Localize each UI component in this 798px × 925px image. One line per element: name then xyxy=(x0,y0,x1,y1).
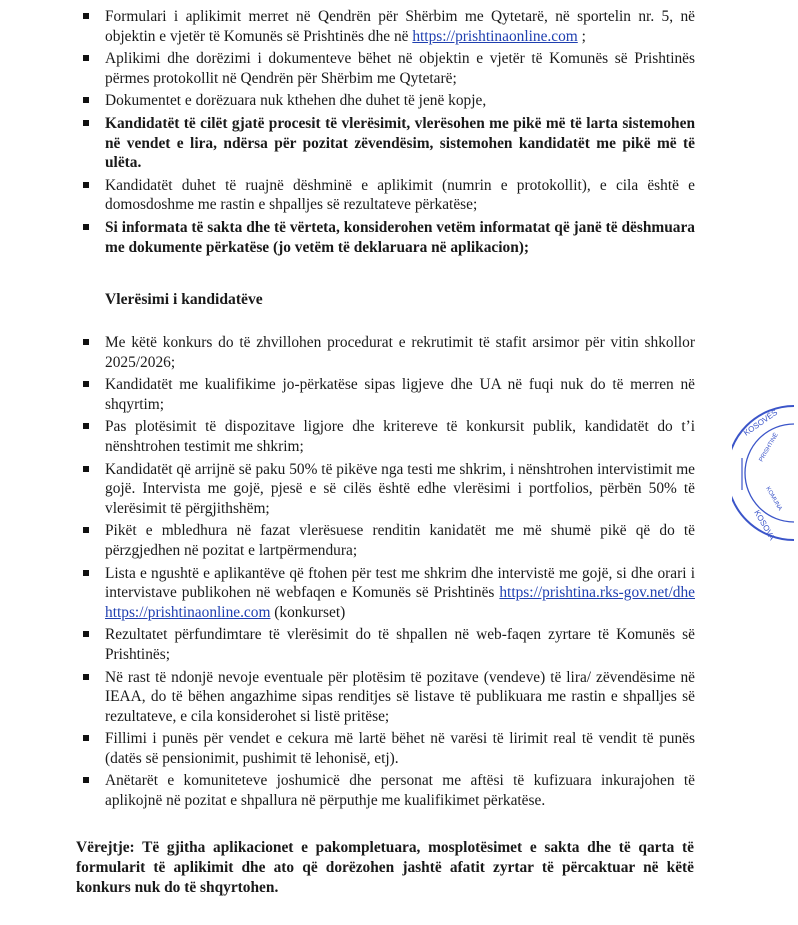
svg-text:KOMUNA: KOMUNA xyxy=(764,486,783,512)
list-item xyxy=(0,521,695,560)
list-item xyxy=(0,460,695,519)
item-text: Fillimi i punës për vendet e cekura më lartë bëhet në varësi të lirimit real të vendit të punës (datës së pensionimit, pushimit të lehonisë, etj). xyxy=(105,730,695,767)
list-item xyxy=(0,176,695,215)
list-item xyxy=(0,49,695,88)
item-text: ; xyxy=(577,27,586,45)
item-text: Kandidatët të cilët gjatë procesit të vlerësimit, vlerësohen me pikë më të larta sistemohen në vendet e lira, ndërsa për pozitat zëvendësim, sistemohen kandidatët me pikë më të ulëta. xyxy=(105,114,695,172)
bullet-icon xyxy=(83,570,89,576)
requirements-list xyxy=(0,7,798,260)
item-text: Dokumentet e dorëzuara nuk kthehen dhe duhet të jenë kopje, xyxy=(105,92,487,110)
item-text: Anëtarët e komuniteteve joshumicë dhe personat me aftësi të kufizuara inkurajohen të aplikojnë në pozitat e shpallura në përputhje me kualifikimet përkatëse. xyxy=(105,772,695,810)
item-text: Si informata të sakta dhe të vërteta, konsiderohen vetëm informatat që janë të dëshmuara me dokumente përkatëse (jo vetëm të deklaruara në aplikacion); xyxy=(105,218,695,256)
list-item xyxy=(0,771,695,810)
list-item xyxy=(0,333,695,372)
list-item xyxy=(0,218,695,257)
list-item xyxy=(0,114,695,173)
bullet-icon xyxy=(83,674,89,680)
item-text: Pas plotësimit të dispozitave ligjore dhe kritereve të konkursit publik, kandidatët do t’i nënshtrohen testimit me shkrim; xyxy=(105,418,695,455)
bullet-icon xyxy=(83,777,89,783)
bullet-icon xyxy=(83,55,89,61)
svg-text:KOSOVËS: KOSOVËS xyxy=(741,407,780,438)
bullet-icon xyxy=(83,224,89,230)
section-title: Vlerësimi i kandidatëve xyxy=(105,291,263,308)
item-text: Lista e ngushtë e aplikantëve që ftohen për test me shkrim dhe intervistë me gojë, si dhe orari i intervistave publikohen në webfaqen e Komunës së Prishtinës xyxy=(105,564,695,602)
item-text: Kandidatët duhet të ruajnë dëshminë e aplikimit (numrin e protokollit), e cila është e domosdoshme me rastin e shpalljes së rezultateve përkatëse; xyxy=(105,176,695,214)
bullet-icon xyxy=(83,466,89,472)
bullet-icon xyxy=(83,423,89,429)
item-text: (konkurset) xyxy=(270,603,346,621)
link[interactable]: https://prishtina.rks-gov.net/dhe https://prishtinaonline.com xyxy=(105,584,695,621)
item-text: Aplikimi dhe dorëzimi i dokumenteve bëhet në objektin e vjetër të Komunës së Prishtinës përmes protokollit në Qendrën për Shërbim me Qytetarë; xyxy=(105,50,695,87)
list-item xyxy=(0,417,695,456)
item-text: Me këtë konkurs do të zhvillohen procedurat e rekrutimit të stafit arsimor për vitin shkollor 2025/2026; xyxy=(105,334,695,371)
bullet-icon xyxy=(83,339,89,345)
bullet-icon xyxy=(83,13,89,19)
item-text: Formulari i aplikimit merret në Qendrën për Shërbim me Qytetarë, në sportelin nr. 5, në objektin e vjetër të Komunës së Prishtinës dhe në xyxy=(105,8,695,45)
bullet-icon xyxy=(83,182,89,188)
official-stamp xyxy=(732,402,798,544)
item-text: Pikët e mbledhura në fazat vlerësuese renditin kanidatët me më shumë pikë që do të përzgjedhen në pozitat e lartpërmendura; xyxy=(105,522,695,559)
item-text: Rezultatet përfundimtare të vlerësimit do të shpallen në web-faqen zyrtare të Komunës së Prishtinës; xyxy=(105,626,695,663)
list-item xyxy=(0,564,695,623)
bullet-icon xyxy=(83,527,89,533)
bullet-icon xyxy=(83,381,89,387)
item-text: Në rast të ndonjë nevoje eventuale për plotësim të pozitave (vendeve) të lira/ zëvendësime në IEAA, do të bëhen angazhime sipas renditjes së listave të publikuara me rastin e shpalljes së rezultateve, e cila konsiderohet si listë pritëse; xyxy=(105,668,695,725)
evaluation-list xyxy=(0,333,798,814)
item-text: Kandidatët me kualifikime jo-përkatëse sipas ligjeve dhe UA në fuqi nuk do të merren në shqyrtim; xyxy=(105,376,695,413)
list-item xyxy=(0,375,695,414)
list-item xyxy=(0,91,695,111)
list-item xyxy=(0,7,695,46)
bullet-icon xyxy=(83,735,89,741)
bullet-icon xyxy=(83,631,89,637)
bullet-icon xyxy=(83,120,89,126)
list-item xyxy=(0,668,695,727)
item-text: Kandidatët që arrijnë së paku 50% të pikëve nga testi me shkrim, i nënshtrohen intervistimit me gojë. Intervista me gojë, pjesë e së cilës është edhe vlerësimi i portfolios, përbën 50% të vlerësimit të përgjithshëm; xyxy=(105,460,695,517)
note-paragraph: Vërejtje: Të gjitha aplikacionet e pakompletuara, mosplotësimet e sakta dhe të qarta të formularit të aplikimit dhe ato që dorëzohen jashtë afatit zyrtar të përcaktuar në këtë konkurs nuk do të shqyrtohen. xyxy=(76,839,694,896)
list-item xyxy=(0,729,695,768)
bullet-icon xyxy=(83,97,89,103)
svg-text:PRISHTINË: PRISHTINË xyxy=(758,432,780,463)
list-item xyxy=(0,625,695,664)
svg-text:KOSOVA: KOSOVA xyxy=(752,508,777,542)
link[interactable]: https://prishtinaonline.com xyxy=(412,27,578,45)
